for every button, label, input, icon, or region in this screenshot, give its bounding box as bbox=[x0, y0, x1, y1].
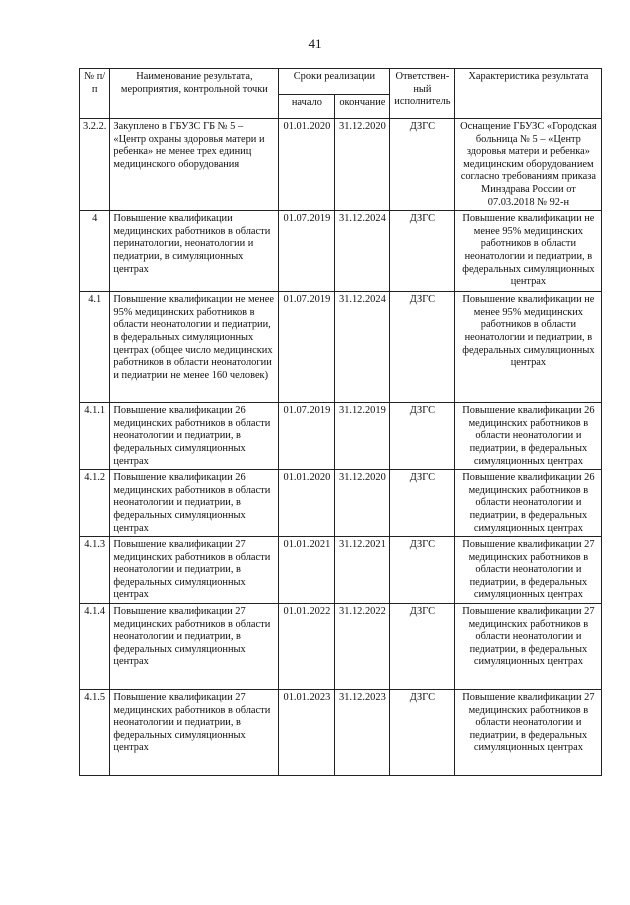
row-end-date: 31.12.2020 bbox=[335, 470, 390, 537]
row-result: Повышение квалификации 27 медицинских работников в области неонатологии и педиатрии, в федеральных симуляционных центрах bbox=[455, 690, 602, 776]
row-start-date: 01.07.2019 bbox=[279, 292, 335, 403]
row-num: 4.1.1 bbox=[80, 403, 110, 470]
row-name: Повышение квалификации 26 медицинских работников в области неонатологии и педиатрии, в федеральных симуляционных центрах bbox=[110, 403, 279, 470]
row-executor: ДЗГС bbox=[390, 211, 455, 292]
row-end-date: 31.12.2021 bbox=[335, 537, 390, 604]
row-start-date: 01.07.2019 bbox=[279, 211, 335, 292]
row-name: Повышение квалификации медицинских работников в области перинатологии, неонатологии и педиатрии, в симуляционных центрах bbox=[110, 211, 279, 292]
row-name: Повышение квалификации 27 медицинских работников в области неонатологии и педиатрии, в федеральных симуляционных центрах bbox=[110, 604, 279, 690]
row-result: Повышение квалификации 26 медицинских работников в области неонатологии и педиатрии, в федеральных симуляционных центрах bbox=[455, 470, 602, 537]
table-row bbox=[80, 211, 602, 292]
row-start-date: 01.01.2020 bbox=[279, 119, 335, 211]
row-name: Закуплено в ГБУЗС ГБ № 5 – «Центр охраны здоровья матери и ребенка» не менее трех единиц медицинского оборудования bbox=[110, 119, 279, 211]
table-row bbox=[80, 690, 602, 776]
row-executor: ДЗГС bbox=[390, 119, 455, 211]
table-row bbox=[80, 119, 602, 211]
row-start-date: 01.01.2023 bbox=[279, 690, 335, 776]
header-name: Наименование результата, мероприятия, контрольной точки bbox=[110, 69, 279, 119]
header-end: окончание bbox=[335, 95, 390, 119]
row-name: Повышение квалификации 27 медицинских работников в области неонатологии и педиатрии, в федеральных симуляционных центрах bbox=[110, 690, 279, 776]
header-num: № п/п bbox=[80, 69, 110, 119]
row-end-date: 31.12.2023 bbox=[335, 690, 390, 776]
row-num: 4.1 bbox=[80, 292, 110, 403]
row-num: 4.1.5 bbox=[80, 690, 110, 776]
row-result: Повышение квалификации не менее 95% медицинских работников в области неонатологии и педиатрии, в федеральных симуляционных центрах bbox=[455, 211, 602, 292]
row-executor: ДЗГС bbox=[390, 537, 455, 604]
row-end-date: 31.12.2022 bbox=[335, 604, 390, 690]
row-executor: ДЗГС bbox=[390, 403, 455, 470]
header-dates: Сроки реализации bbox=[279, 69, 390, 95]
header-result: Характеристика результата bbox=[455, 69, 602, 119]
row-result: Повышение квалификации 27 медицинских работников в области неонатологии и педиатрии, в федеральных симуляционных центрах bbox=[455, 604, 602, 690]
row-num: 4.1.2 bbox=[80, 470, 110, 537]
row-name: Повышение квалификации 26 медицинских работников в области неонатологии и педиатрии, в федеральных симуляционных центрах bbox=[110, 470, 279, 537]
table-row bbox=[80, 604, 602, 690]
header-executor: Ответствен-ный исполнитель bbox=[390, 69, 455, 119]
row-num: 4.1.3 bbox=[80, 537, 110, 604]
row-result: Повышение квалификации не менее 95% медицинских работников в области неонатологии и педиатрии, в федеральных симуляционных центрах bbox=[455, 292, 602, 403]
row-name: Повышение квалификации не менее 95% медицинских работников в области неонатологии и педиатрии, в федеральных симуляционных центрах (общее число медицинских работников в области неонатологии и педиатрии не менее 160 человек) bbox=[110, 292, 279, 403]
row-end-date: 31.12.2024 bbox=[335, 211, 390, 292]
row-executor: ДЗГС bbox=[390, 690, 455, 776]
row-num: 4 bbox=[80, 211, 110, 292]
table-row bbox=[80, 470, 602, 537]
header-row bbox=[80, 69, 602, 95]
row-start-date: 01.01.2021 bbox=[279, 537, 335, 604]
header-start: начало bbox=[279, 95, 335, 119]
row-num: 4.1.4 bbox=[80, 604, 110, 690]
row-start-date: 01.07.2019 bbox=[279, 403, 335, 470]
row-end-date: 31.12.2020 bbox=[335, 119, 390, 211]
row-start-date: 01.01.2022 bbox=[279, 604, 335, 690]
table-row bbox=[80, 403, 602, 470]
row-start-date: 01.01.2020 bbox=[279, 470, 335, 537]
row-end-date: 31.12.2024 bbox=[335, 292, 390, 403]
row-num: 3.2.2. bbox=[80, 119, 110, 211]
plan-table bbox=[79, 68, 602, 776]
page-number: 41 bbox=[308, 36, 322, 51]
row-result: Оснащение ГБУЗС «Городская больница № 5 – «Центр здоровья матери и ребенка» медицинским оборудованием согласно требованиям приказа Минздрава России от 07.03.2018 № 92-н bbox=[455, 119, 602, 211]
table-row bbox=[80, 292, 602, 403]
row-result: Повышение квалификации 27 медицинских работников в области неонатологии и педиатрии, в федеральных симуляционных центрах bbox=[455, 537, 602, 604]
row-executor: ДЗГС bbox=[390, 292, 455, 403]
row-name: Повышение квалификации 27 медицинских работников в области неонатологии и педиатрии, в федеральных симуляционных центрах bbox=[110, 537, 279, 604]
row-result: Повышение квалификации 26 медицинских работников в области неонатологии и педиатрии, в федеральных симуляционных центрах bbox=[455, 403, 602, 470]
table-row bbox=[80, 537, 602, 604]
row-executor: ДЗГС bbox=[390, 470, 455, 537]
row-end-date: 31.12.2019 bbox=[335, 403, 390, 470]
row-executor: ДЗГС bbox=[390, 604, 455, 690]
